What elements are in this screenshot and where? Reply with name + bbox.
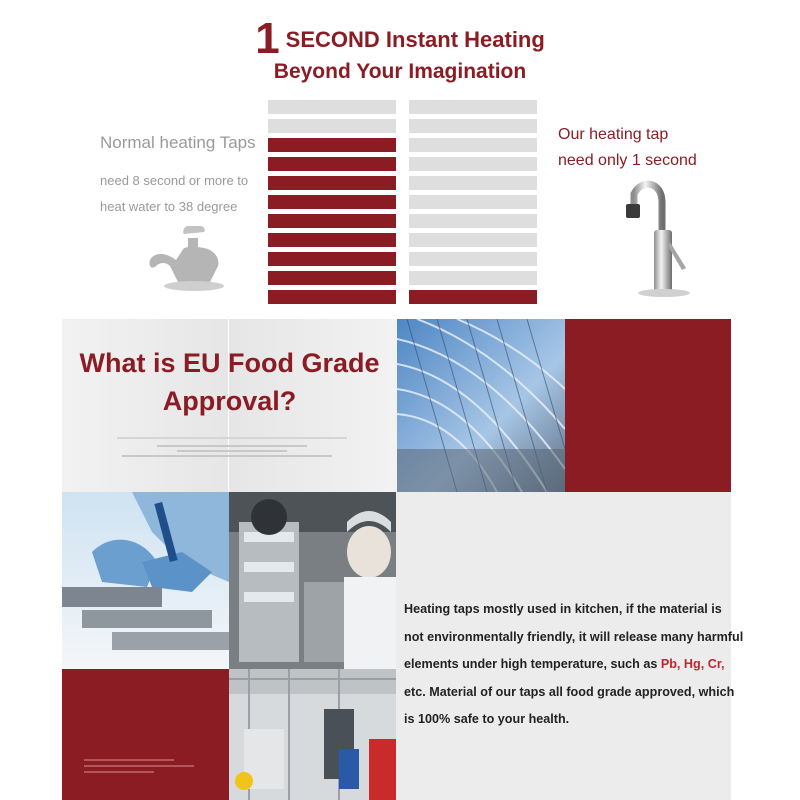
approval-heading-line-1: What is EU Food Grade: [79, 348, 380, 378]
normal-bar-11: [268, 290, 396, 304]
our-heating-bars: [409, 100, 537, 309]
headline-text: SECOND Instant Heating: [285, 27, 545, 52]
sub-headline: Beyond Your Imagination: [273, 60, 527, 83]
our-tap-title: [558, 122, 697, 174]
normal-bar-8: [268, 233, 396, 247]
our-bar-11: [409, 290, 537, 304]
normal-tap-icon: [148, 222, 238, 294]
normal-bar-7: [268, 214, 396, 228]
our-tap-title-line-2: need only 1 second: [558, 152, 697, 169]
lab-gloves-photo: [62, 492, 229, 669]
normal-bar-9: [268, 252, 396, 266]
approval-heading-line-2: Approval?: [162, 386, 297, 416]
explanation-part-1: Heating taps mostly used in kitchen, if the material is not environmentally friendly, it will release many harmful elements under high temperature, such as: [404, 602, 744, 671]
normal-bar-5: [268, 176, 396, 190]
main-headline: [0, 14, 800, 64]
normal-bar-1: [268, 100, 396, 114]
industrial-machine-photo: [229, 492, 396, 669]
our-bar-2: [409, 119, 537, 133]
explanation-part-2: etc. Material of our taps all food grade approved, which is 100% safe to your health.: [404, 684, 735, 726]
normal-desc-line-1: need 8 second or more to: [100, 173, 249, 188]
approval-heading: [62, 344, 397, 420]
factory-photo: [229, 669, 396, 800]
our-bar-6: [409, 195, 537, 209]
architecture-photo: [397, 319, 565, 492]
red-block: [565, 319, 731, 492]
normal-taps-description: [100, 168, 248, 220]
normal-bar-10: [268, 271, 396, 285]
our-bar-1: [409, 100, 537, 114]
heavy-metals-highlight: Pb, Hg, Cr,: [660, 657, 725, 671]
normal-desc-line-2: heat water to 38 degree: [100, 199, 238, 214]
normal-bar-3: [268, 138, 396, 152]
divider: [117, 437, 347, 439]
our-bar-5: [409, 176, 537, 190]
our-bar-8: [409, 233, 537, 247]
food-grade-explanation: [404, 596, 744, 734]
normal-bar-6: [268, 195, 396, 209]
our-bar-9: [409, 252, 537, 266]
normal-heating-bars: [268, 100, 396, 309]
our-tap-title-line-1: Our heating tap: [558, 126, 669, 143]
our-bar-10: [409, 271, 537, 285]
heating-tap-icon: [612, 172, 712, 302]
our-bar-7: [409, 214, 537, 228]
normal-taps-title: Normal heating Taps: [100, 133, 256, 152]
red-block-bottom: [62, 669, 229, 800]
our-bar-3: [409, 138, 537, 152]
headline-number: 1: [255, 14, 280, 63]
our-bar-4: [409, 157, 537, 171]
normal-bar-2: [268, 119, 396, 133]
normal-bar-4: [268, 157, 396, 171]
